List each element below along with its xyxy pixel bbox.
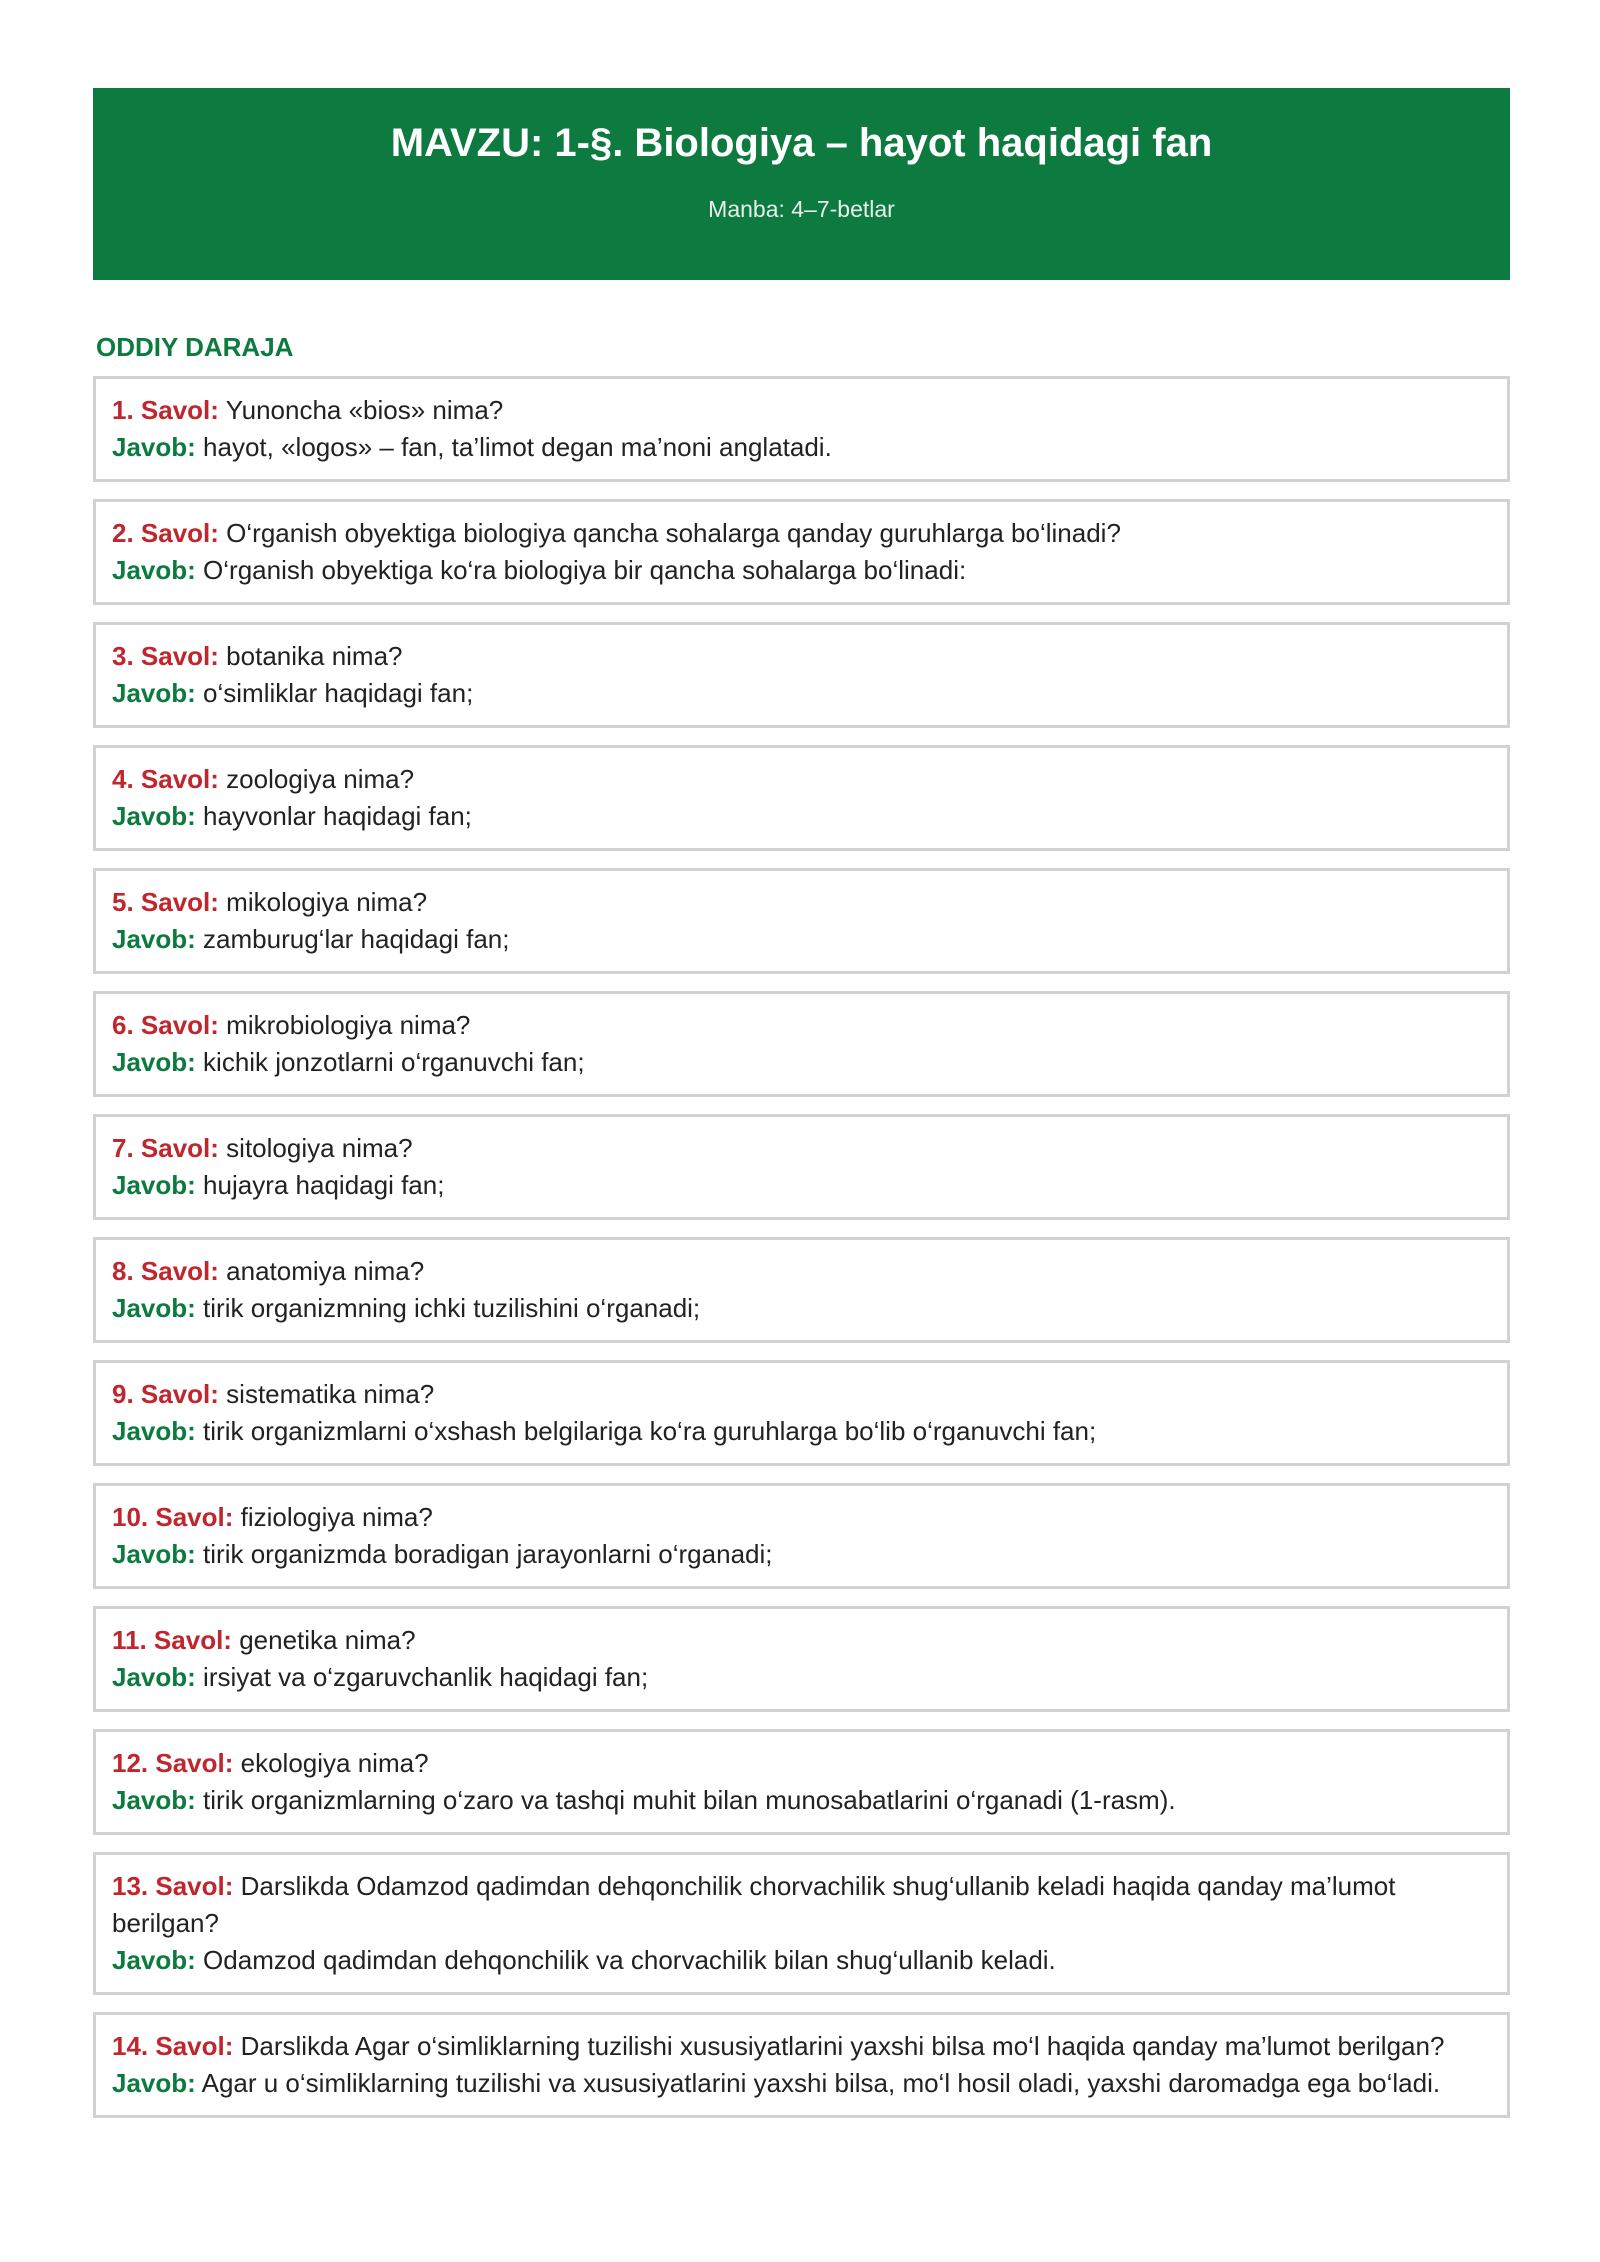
question-line	[112, 1622, 1491, 1659]
question-line	[112, 638, 1491, 675]
question-label: 8. Savol:	[112, 1256, 219, 1286]
answer-line	[112, 675, 1491, 712]
question-line	[112, 1130, 1491, 1167]
question-text: sitologiya nima?	[226, 1133, 413, 1163]
question-text: fiziologiya nima?	[240, 1502, 433, 1532]
answer-label: Javob:	[112, 1047, 196, 1077]
answer-text: irsiyat va o‘zgaruvchanlik haqidagi fan;	[203, 1662, 649, 1692]
question-text: Yunoncha «bios» nima?	[225, 395, 504, 425]
answer-text: Odamzod qadimdan dehqonchilik va chorvachilik bilan shug‘ullanib keladi.	[203, 1945, 1056, 1975]
question-line	[112, 1376, 1491, 1413]
section-title: ODDIY DARAJA	[96, 332, 294, 362]
qa-card	[93, 1237, 1510, 1343]
answer-line	[112, 1413, 1491, 1450]
qa-card	[93, 1852, 1510, 1995]
answer-line	[112, 1782, 1491, 1819]
answer-text: O‘rganish obyektiga ko‘ra biologiya bir qancha sohalarga bo‘linadi:	[203, 555, 967, 585]
question-text: ekologiya nima?	[240, 1748, 429, 1778]
answer-line	[112, 798, 1491, 835]
answer-label: Javob:	[112, 1945, 196, 1975]
answer-label: Javob:	[112, 1293, 196, 1323]
qa-card	[93, 376, 1510, 482]
answer-text: Agar u o‘simliklarning tuzilishi va xususiyatlarini yaxshi bilsa, mo‘l hosil oladi, yaxshi daromadga ega bo‘ladi.	[201, 2068, 1441, 2098]
answer-text: tirik organizmlarning o‘zaro va tashqi muhit bilan munosabatlarini o‘rganadi (1-rasm).	[203, 1785, 1176, 1815]
answer-text: hayvonlar haqidagi fan;	[203, 801, 472, 831]
question-line	[112, 1499, 1491, 1536]
answer-line	[112, 552, 1491, 589]
answer-text: hayot, «logos» – fan, ta’limot degan ma’noni anglatadi.	[203, 432, 832, 462]
question-label: 4. Savol:	[112, 764, 219, 794]
question-line	[112, 392, 1491, 429]
question-line	[112, 1007, 1491, 1044]
question-label: 13. Savol:	[112, 1871, 234, 1901]
source-reference: Manba: 4–7-betlar	[708, 196, 895, 222]
question-line	[112, 1868, 1491, 1942]
answer-label: Javob:	[112, 432, 196, 462]
qa-list	[93, 376, 1510, 2135]
answer-text: kichik jonzotlarni o‘rganuvchi fan;	[203, 1047, 585, 1077]
page-title: MAVZU: 1-§. Biologiya – hayot haqidagi fan	[390, 121, 1213, 165]
answer-text: hujayra haqidagi fan;	[203, 1170, 445, 1200]
question-line	[112, 1253, 1491, 1290]
answer-label: Javob:	[112, 555, 196, 585]
question-label: 7. Savol:	[112, 1133, 219, 1163]
page-header	[93, 88, 1510, 280]
question-line	[112, 2028, 1491, 2065]
question-line	[112, 515, 1491, 552]
qa-card	[93, 991, 1510, 1097]
qa-card	[93, 499, 1510, 605]
answer-label: Javob:	[112, 801, 196, 831]
answer-text: tirik organizmning ichki tuzilishini o‘rganadi;	[203, 1293, 701, 1323]
question-text: botanika nima?	[226, 641, 403, 671]
question-text: O‘rganish obyektiga biologiya qancha sohalarga qanday guruhlarga bo‘linadi?	[226, 518, 1121, 548]
question-label: 11. Savol:	[112, 1625, 232, 1655]
question-label: 9. Savol:	[112, 1379, 219, 1409]
question-text: Darslikda Odamzod qadimdan dehqonchilik chorvachilik shug‘ullanib keladi haqida qanday ma’lumot berilgan?	[112, 1871, 1396, 1938]
answer-line	[112, 1167, 1491, 1204]
qa-card	[93, 745, 1510, 851]
question-text: sistematika nima?	[226, 1379, 435, 1409]
answer-text: o‘simliklar haqidagi fan;	[203, 678, 474, 708]
answer-label: Javob:	[112, 1416, 196, 1446]
answer-line	[112, 1942, 1491, 1979]
question-label: 5. Savol:	[112, 887, 219, 917]
question-text: mikrobiologiya nima?	[226, 1010, 471, 1040]
answer-line	[112, 2065, 1491, 2102]
answer-line	[112, 429, 1491, 466]
question-text: mikologiya nima?	[226, 887, 428, 917]
answer-label: Javob:	[112, 678, 196, 708]
question-label: 14. Savol:	[112, 2031, 234, 2061]
answer-text: zamburug‘lar haqidagi fan;	[203, 924, 510, 954]
answer-label: Javob:	[112, 924, 196, 954]
answer-line	[112, 1659, 1491, 1696]
qa-card	[93, 1114, 1510, 1220]
question-text: zoologiya nima?	[226, 764, 415, 794]
question-label: 10. Savol:	[112, 1502, 234, 1532]
answer-label: Javob:	[112, 1785, 196, 1815]
qa-card	[93, 1606, 1510, 1712]
qa-card	[93, 868, 1510, 974]
question-line	[112, 1745, 1491, 1782]
question-text: Darslikda Agar o‘simliklarning tuzilishi xususiyatlarini yaxshi bilsa mo‘l haqida qanday ma’lumot berilgan?	[240, 2031, 1445, 2061]
answer-line	[112, 921, 1491, 958]
qa-card	[93, 1483, 1510, 1589]
answer-label: Javob:	[112, 1170, 196, 1200]
question-line	[112, 884, 1491, 921]
qa-card	[93, 622, 1510, 728]
question-line	[112, 761, 1491, 798]
question-label: 1. Savol:	[112, 395, 219, 425]
question-text: genetika nima?	[239, 1625, 416, 1655]
answer-label: Javob:	[112, 1539, 196, 1569]
question-text: anatomiya nima?	[226, 1256, 425, 1286]
answer-text: tirik organizmlarni o‘xshash belgilariga ko‘ra guruhlarga bo‘lib o‘rganuvchi fan;	[203, 1416, 1097, 1446]
answer-line	[112, 1290, 1491, 1327]
question-label: 12. Savol:	[112, 1748, 234, 1778]
qa-card	[93, 2012, 1510, 2118]
answer-text: tirik organizmda boradigan jarayonlarni o‘rganadi;	[203, 1539, 773, 1569]
answer-line	[112, 1536, 1491, 1573]
answer-label: Javob:	[112, 2068, 196, 2098]
qa-card	[93, 1360, 1510, 1466]
question-label: 2. Savol:	[112, 518, 219, 548]
answer-line	[112, 1044, 1491, 1081]
answer-label: Javob:	[112, 1662, 196, 1692]
qa-card	[93, 1729, 1510, 1835]
question-label: 3. Savol:	[112, 641, 219, 671]
question-label: 6. Savol:	[112, 1010, 219, 1040]
